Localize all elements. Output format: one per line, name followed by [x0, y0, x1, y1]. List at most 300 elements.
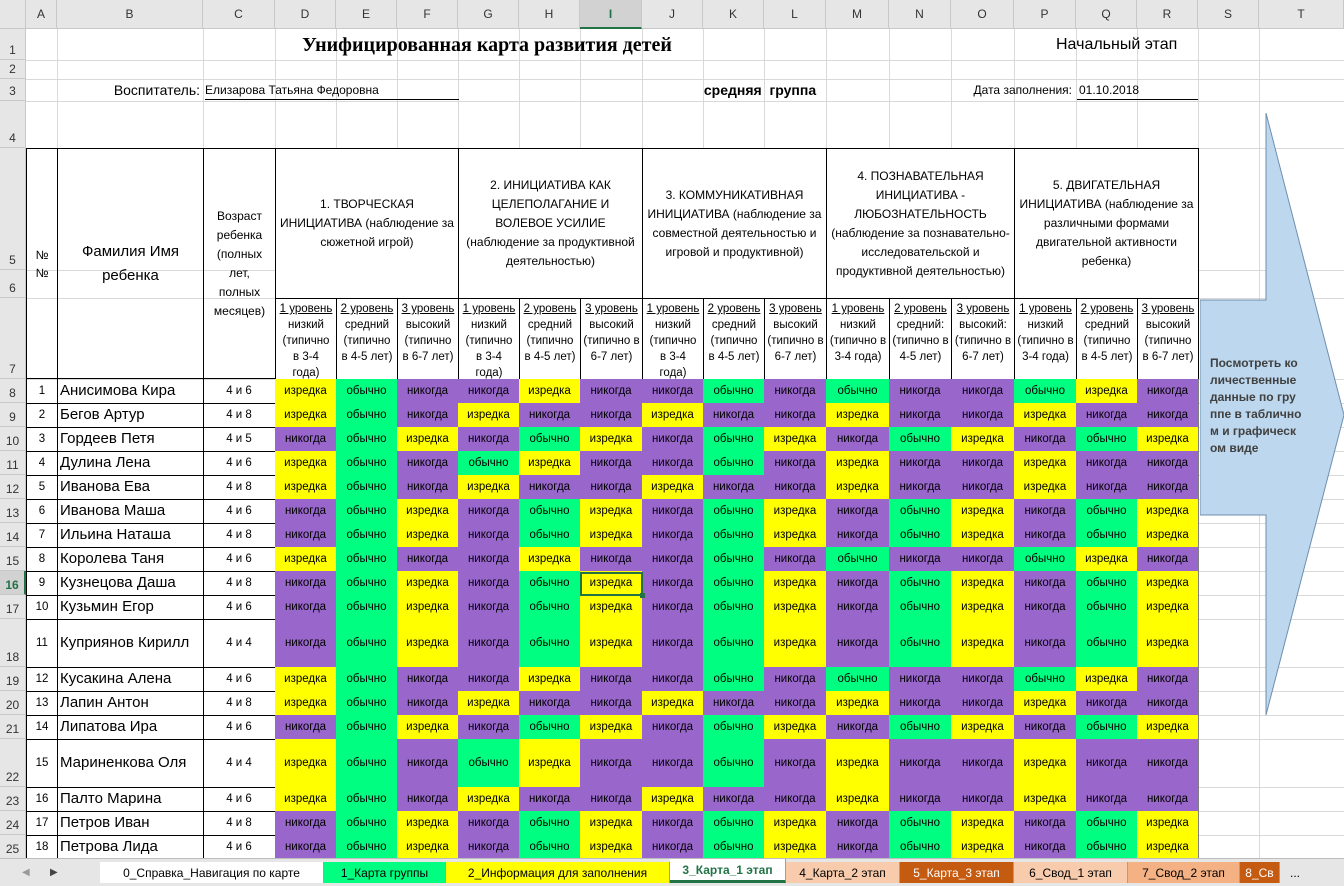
rating-cell[interactable]: никогда	[519, 403, 581, 428]
rating-cell[interactable]: изредка	[580, 427, 643, 452]
rating-cell[interactable]: никогда	[458, 667, 520, 692]
rating-cell[interactable]: никогда	[1137, 667, 1199, 692]
rating-cell[interactable]: никогда	[703, 787, 765, 812]
rating-cell[interactable]: изредка	[764, 571, 827, 596]
rating-cell[interactable]: никогда	[889, 379, 952, 404]
rating-cell[interactable]: обычно	[1014, 547, 1077, 572]
sheet-tab-7[interactable]: 7_Свод_2 этап	[1128, 862, 1240, 883]
rating-cell[interactable]: никогда	[951, 451, 1015, 476]
rating-cell[interactable]: обычно	[336, 403, 398, 428]
rating-cell[interactable]: обычно	[519, 619, 581, 668]
rating-cell[interactable]: никогда	[1076, 787, 1138, 812]
rating-cell[interactable]: обычно	[336, 715, 398, 740]
rating-cell[interactable]: изредка	[519, 379, 581, 404]
rating-cell[interactable]: никогда	[458, 715, 520, 740]
rating-cell[interactable]: никогда	[275, 619, 337, 668]
rating-cell[interactable]: никогда	[397, 547, 459, 572]
column-header-l[interactable]: L	[764, 0, 826, 29]
rating-cell[interactable]: никогда	[826, 595, 890, 620]
rating-cell[interactable]: обычно	[703, 499, 765, 524]
rating-cell[interactable]: изредка	[1014, 475, 1077, 500]
rating-cell[interactable]: никогда	[1014, 619, 1077, 668]
rating-cell[interactable]: изредка	[397, 595, 459, 620]
rating-cell[interactable]: никогда	[275, 595, 337, 620]
rating-cell[interactable]: обычно	[458, 451, 520, 476]
row-header-21[interactable]: 21	[0, 715, 26, 739]
rating-cell[interactable]: обычно	[336, 547, 398, 572]
rating-cell[interactable]: обычно	[1076, 523, 1138, 548]
rating-cell[interactable]: изредка	[397, 811, 459, 836]
rating-cell[interactable]: изредка	[764, 595, 827, 620]
rating-cell[interactable]: изредка	[275, 403, 337, 428]
rating-cell[interactable]: обычно	[1076, 595, 1138, 620]
column-header-m[interactable]: M	[826, 0, 889, 29]
rating-cell[interactable]: никогда	[1014, 715, 1077, 740]
rating-cell[interactable]: изредка	[458, 787, 520, 812]
rating-cell[interactable]: никогда	[826, 715, 890, 740]
rating-cell[interactable]: изредка	[951, 427, 1015, 452]
rating-cell[interactable]: изредка	[764, 619, 827, 668]
rating-cell[interactable]: никогда	[889, 547, 952, 572]
rating-cell[interactable]: никогда	[580, 739, 643, 788]
child-name[interactable]: Липатова Ира	[57, 715, 204, 740]
rating-cell[interactable]: изредка	[275, 667, 337, 692]
row-header-7[interactable]: 7	[0, 298, 26, 379]
rating-cell[interactable]: изредка	[580, 571, 643, 596]
rating-cell[interactable]: никогда	[642, 811, 704, 836]
sheet-tab-6[interactable]: 6_Свод_1 этап	[1014, 862, 1128, 883]
rating-cell[interactable]: изредка	[826, 691, 890, 716]
child-age[interactable]: 4 и 8	[203, 691, 276, 716]
rating-cell[interactable]: никогда	[1137, 691, 1199, 716]
rating-cell[interactable]: изредка	[1137, 571, 1199, 596]
child-name[interactable]: Иванова Маша	[57, 499, 204, 524]
rating-cell[interactable]: изредка	[764, 427, 827, 452]
rating-cell[interactable]: обычно	[519, 427, 581, 452]
rating-cell[interactable]: обычно	[336, 475, 398, 500]
rating-cell[interactable]: никогда	[642, 499, 704, 524]
rating-cell[interactable]: изредка	[826, 403, 890, 428]
rating-cell[interactable]: обычно	[826, 667, 890, 692]
rating-cell[interactable]: никогда	[951, 739, 1015, 788]
rating-cell[interactable]: никогда	[580, 547, 643, 572]
rating-cell[interactable]: никогда	[275, 499, 337, 524]
rating-cell[interactable]: обычно	[336, 835, 398, 858]
rating-cell[interactable]: изредка	[1137, 523, 1199, 548]
row-header-12[interactable]: 12	[0, 475, 26, 499]
rating-cell[interactable]: изредка	[397, 571, 459, 596]
rating-cell[interactable]: изредка	[1014, 451, 1077, 476]
rating-cell[interactable]: никогда	[519, 691, 581, 716]
child-name[interactable]: Петров Иван	[57, 811, 204, 836]
rating-cell[interactable]: обычно	[826, 379, 890, 404]
child-age[interactable]: 4 и 6	[203, 715, 276, 740]
rating-cell[interactable]: изредка	[519, 547, 581, 572]
rating-cell[interactable]: обычно	[458, 739, 520, 788]
row-header-23[interactable]: 23	[0, 787, 26, 811]
rating-cell[interactable]: никогда	[397, 475, 459, 500]
rating-cell[interactable]: никогда	[642, 571, 704, 596]
rating-cell[interactable]: изредка	[397, 835, 459, 858]
rating-cell[interactable]: никогда	[764, 403, 827, 428]
rating-cell[interactable]: никогда	[519, 475, 581, 500]
child-name[interactable]: Куприянов Кирилл	[57, 619, 204, 668]
sheet-tab-1[interactable]: 1_Карта группы	[324, 862, 446, 883]
rating-cell[interactable]: обычно	[1076, 499, 1138, 524]
rating-cell[interactable]: изредка	[1076, 379, 1138, 404]
rating-cell[interactable]: изредка	[951, 619, 1015, 668]
rating-cell[interactable]: никогда	[580, 379, 643, 404]
row-header-3[interactable]: 3	[0, 79, 26, 101]
rating-cell[interactable]: обычно	[1076, 619, 1138, 668]
row-header-11[interactable]: 11	[0, 451, 26, 475]
rating-cell[interactable]: никогда	[458, 811, 520, 836]
rating-cell[interactable]: изредка	[397, 427, 459, 452]
sheet-tab-3[interactable]: 3_Карта_1 этап	[670, 859, 786, 883]
rating-cell[interactable]: обычно	[336, 619, 398, 668]
rating-cell[interactable]: обычно	[889, 811, 952, 836]
rating-cell[interactable]: изредка	[275, 379, 337, 404]
rating-cell[interactable]: никогда	[1137, 379, 1199, 404]
rating-cell[interactable]: изредка	[580, 835, 643, 858]
rating-cell[interactable]: никогда	[397, 451, 459, 476]
rating-cell[interactable]: изредка	[580, 715, 643, 740]
row-header-20[interactable]: 20	[0, 691, 26, 715]
rating-cell[interactable]: обычно	[703, 427, 765, 452]
rating-cell[interactable]: никогда	[951, 475, 1015, 500]
rating-cell[interactable]: изредка	[1137, 811, 1199, 836]
column-header-f[interactable]: F	[397, 0, 458, 29]
rating-cell[interactable]: никогда	[1014, 595, 1077, 620]
child-age[interactable]: 4 и 5	[203, 427, 276, 452]
rating-cell[interactable]: изредка	[275, 451, 337, 476]
rating-cell[interactable]: никогда	[1076, 739, 1138, 788]
rating-cell[interactable]: никогда	[275, 715, 337, 740]
column-header-q[interactable]: Q	[1076, 0, 1137, 29]
column-header-j[interactable]: J	[642, 0, 703, 29]
rating-cell[interactable]: изредка	[458, 403, 520, 428]
rating-cell[interactable]: никогда	[397, 691, 459, 716]
rating-cell[interactable]: никогда	[889, 475, 952, 500]
column-header-i[interactable]: I	[580, 0, 642, 29]
rating-cell[interactable]: изредка	[826, 451, 890, 476]
date-value[interactable]: 01.10.2018	[1077, 80, 1198, 100]
select-all-corner[interactable]	[0, 0, 26, 29]
row-header-14[interactable]: 14	[0, 523, 26, 547]
rating-cell[interactable]: изредка	[1137, 619, 1199, 668]
rating-cell[interactable]: никогда	[580, 475, 643, 500]
rating-cell[interactable]: изредка	[580, 523, 643, 548]
rating-cell[interactable]: никогда	[275, 571, 337, 596]
rating-cell[interactable]: изредка	[826, 739, 890, 788]
add-sheet-icon[interactable]	[1318, 862, 1338, 882]
sheet-tab-0[interactable]: 0_Справка_Навигация по карте	[100, 862, 324, 883]
child-age[interactable]: 4 и 6	[203, 667, 276, 692]
sheet-tab-4[interactable]: 4_Карта_2 этап	[786, 862, 900, 883]
rating-cell[interactable]: изредка	[519, 451, 581, 476]
rating-cell[interactable]: обычно	[336, 499, 398, 524]
rating-cell[interactable]: никогда	[642, 835, 704, 858]
rating-cell[interactable]: обычно	[519, 595, 581, 620]
child-name[interactable]: Лапин Антон	[57, 691, 204, 716]
arrow-caption[interactable]: Посмотреть количественные данные по группе в табличном и графическом виде	[1210, 356, 1302, 455]
rating-cell[interactable]: изредка	[826, 787, 890, 812]
rating-cell[interactable]: никогда	[642, 379, 704, 404]
rating-cell[interactable]: никогда	[580, 667, 643, 692]
child-age[interactable]: 4 и 6	[203, 499, 276, 524]
column-header-g[interactable]: G	[458, 0, 519, 29]
rating-cell[interactable]: никогда	[764, 475, 827, 500]
rating-cell[interactable]: никогда	[1137, 475, 1199, 500]
rating-cell[interactable]: никогда	[275, 427, 337, 452]
child-age[interactable]: 4 и 6	[203, 595, 276, 620]
rating-cell[interactable]: никогда	[1014, 571, 1077, 596]
rating-cell[interactable]: никогда	[458, 547, 520, 572]
child-name[interactable]: Кузьмин Егор	[57, 595, 204, 620]
rating-cell[interactable]: никогда	[642, 547, 704, 572]
selected-cell[interactable]	[580, 572, 643, 596]
rating-cell[interactable]: никогда	[764, 379, 827, 404]
sheet-tab-5[interactable]: 5_Карта_3 этап	[900, 862, 1014, 883]
rating-cell[interactable]: изредка	[951, 811, 1015, 836]
rating-cell[interactable]: обычно	[336, 427, 398, 452]
rating-cell[interactable]: никогда	[1014, 427, 1077, 452]
sheet-tab-2[interactable]: 2_Информация для заполнения	[446, 862, 670, 883]
child-name[interactable]: Бегов Артур	[57, 403, 204, 428]
rating-cell[interactable]: никогда	[1014, 811, 1077, 836]
child-name[interactable]: Кусакина Алена	[57, 667, 204, 692]
rating-cell[interactable]: изредка	[1137, 595, 1199, 620]
rating-cell[interactable]: никогда	[458, 427, 520, 452]
column-header-t[interactable]: T	[1259, 0, 1344, 29]
rating-cell[interactable]: никогда	[642, 595, 704, 620]
column-header-d[interactable]: D	[275, 0, 336, 29]
child-age[interactable]: 4 и 8	[203, 811, 276, 836]
row-header-19[interactable]: 19	[0, 667, 26, 691]
rating-cell[interactable]: обычно	[703, 571, 765, 596]
row-header-17[interactable]: 17	[0, 595, 26, 619]
rating-cell[interactable]: никогда	[764, 739, 827, 788]
child-age[interactable]: 4 и 6	[203, 547, 276, 572]
rating-cell[interactable]: никогда	[275, 811, 337, 836]
rating-cell[interactable]: никогда	[826, 811, 890, 836]
rating-cell[interactable]: изредка	[397, 499, 459, 524]
rating-cell[interactable]: никогда	[1014, 835, 1077, 858]
rating-cell[interactable]: никогда	[1076, 691, 1138, 716]
rating-cell[interactable]: никогда	[826, 571, 890, 596]
rating-cell[interactable]: обычно	[336, 667, 398, 692]
rating-cell[interactable]: изредка	[764, 715, 827, 740]
rating-cell[interactable]: никогда	[889, 667, 952, 692]
column-header-b[interactable]: B	[57, 0, 203, 29]
rating-cell[interactable]: изредка	[764, 835, 827, 858]
rating-cell[interactable]: обычно	[1076, 571, 1138, 596]
rating-cell[interactable]: обычно	[336, 523, 398, 548]
rating-cell[interactable]: изредка	[1137, 427, 1199, 452]
rating-cell[interactable]: никогда	[458, 595, 520, 620]
rating-cell[interactable]: никогда	[764, 787, 827, 812]
rating-cell[interactable]: никогда	[1137, 451, 1199, 476]
rating-cell[interactable]: никогда	[703, 403, 765, 428]
row-header-2[interactable]: 2	[0, 60, 26, 79]
rating-cell[interactable]: обычно	[519, 715, 581, 740]
rating-cell[interactable]: никогда	[275, 523, 337, 548]
rating-cell[interactable]: обычно	[519, 499, 581, 524]
rating-cell[interactable]: обычно	[889, 499, 952, 524]
child-name[interactable]: Дулина Лена	[57, 451, 204, 476]
rating-cell[interactable]: обычно	[703, 739, 765, 788]
rating-cell[interactable]: изредка	[580, 499, 643, 524]
rating-cell[interactable]: обычно	[1076, 715, 1138, 740]
rating-cell[interactable]: изредка	[951, 715, 1015, 740]
child-age[interactable]: 4 и 8	[203, 523, 276, 548]
rating-cell[interactable]: изредка	[580, 811, 643, 836]
column-header-e[interactable]: E	[336, 0, 397, 29]
child-name[interactable]: Иванова Ева	[57, 475, 204, 500]
rating-cell[interactable]: никогда	[1076, 451, 1138, 476]
rating-cell[interactable]: изредка	[275, 739, 337, 788]
rating-cell[interactable]: обычно	[336, 571, 398, 596]
column-header-r[interactable]: R	[1137, 0, 1198, 29]
rating-cell[interactable]: никогда	[1076, 475, 1138, 500]
sheet-tab-8[interactable]: 8_Св	[1240, 862, 1280, 883]
child-age[interactable]: 4 и 6	[203, 835, 276, 858]
row-header-6[interactable]: 6	[0, 270, 26, 298]
rating-cell[interactable]: изредка	[951, 571, 1015, 596]
rating-cell[interactable]: никогда	[642, 427, 704, 452]
child-name[interactable]: Королева Таня	[57, 547, 204, 572]
rating-cell[interactable]: обычно	[703, 547, 765, 572]
rating-cell[interactable]: обычно	[336, 691, 398, 716]
child-name[interactable]: Анисимова Кира	[57, 379, 204, 404]
rating-cell[interactable]: обычно	[703, 667, 765, 692]
rating-cell[interactable]: изредка	[642, 475, 704, 500]
rating-cell[interactable]: обычно	[336, 379, 398, 404]
rating-cell[interactable]: изредка	[951, 523, 1015, 548]
rating-cell[interactable]: никогда	[1137, 787, 1199, 812]
row-header-24[interactable]: 24	[0, 811, 26, 835]
rating-cell[interactable]: никогда	[458, 571, 520, 596]
rating-cell[interactable]: никогда	[1137, 739, 1199, 788]
rating-cell[interactable]: обычно	[889, 571, 952, 596]
row-header-15[interactable]: 15	[0, 547, 26, 571]
rating-cell[interactable]: никогда	[642, 451, 704, 476]
rating-cell[interactable]: изредка	[1014, 739, 1077, 788]
tab-scroll-left-icon[interactable]: ◀	[22, 866, 30, 878]
row-header-10[interactable]: 10	[0, 427, 26, 451]
rating-cell[interactable]: обычно	[889, 595, 952, 620]
rating-cell[interactable]: изредка	[275, 547, 337, 572]
rating-cell[interactable]: изредка	[1014, 691, 1077, 716]
column-header-c[interactable]: C	[203, 0, 275, 29]
rating-cell[interactable]: изредка	[519, 667, 581, 692]
rating-cell[interactable]: изредка	[951, 595, 1015, 620]
child-name[interactable]: Ильина Наташа	[57, 523, 204, 548]
rating-cell[interactable]: изредка	[458, 475, 520, 500]
rating-cell[interactable]: никогда	[703, 475, 765, 500]
teacher-name[interactable]: Елизарова Татьяна Федоровна	[205, 80, 459, 100]
rating-cell[interactable]: никогда	[397, 379, 459, 404]
rating-cell[interactable]: никогда	[951, 403, 1015, 428]
rating-cell[interactable]: изредка	[642, 787, 704, 812]
rating-cell[interactable]: изредка	[1137, 835, 1199, 858]
rating-cell[interactable]: никогда	[764, 667, 827, 692]
rating-cell[interactable]: никогда	[642, 619, 704, 668]
row-header-1[interactable]: 1	[0, 29, 26, 60]
rating-cell[interactable]: никогда	[889, 403, 952, 428]
rating-cell[interactable]: никогда	[951, 379, 1015, 404]
child-age[interactable]: 4 и 8	[203, 403, 276, 428]
rating-cell[interactable]: изредка	[458, 691, 520, 716]
rating-cell[interactable]: изредка	[397, 523, 459, 548]
rating-cell[interactable]: никогда	[642, 739, 704, 788]
rating-cell[interactable]: изредка	[519, 739, 581, 788]
rating-cell[interactable]: изредка	[1014, 403, 1077, 428]
rating-cell[interactable]: никогда	[826, 427, 890, 452]
rating-cell[interactable]: никогда	[397, 667, 459, 692]
child-name[interactable]: Кузнецова Даша	[57, 571, 204, 596]
child-name[interactable]: Мариненкова Оля	[57, 739, 204, 788]
fill-handle[interactable]	[640, 593, 645, 598]
rating-cell[interactable]: обычно	[336, 451, 398, 476]
rating-cell[interactable]: никогда	[826, 499, 890, 524]
rating-cell[interactable]: изредка	[1137, 499, 1199, 524]
rating-cell[interactable]: никогда	[458, 523, 520, 548]
more-tabs-button[interactable]: ...	[1289, 865, 1300, 880]
rating-cell[interactable]: обычно	[336, 595, 398, 620]
rating-cell[interactable]: никогда	[397, 739, 459, 788]
rating-cell[interactable]: изредка	[275, 691, 337, 716]
row-header-22[interactable]: 22	[0, 739, 26, 787]
rating-cell[interactable]: никогда	[458, 499, 520, 524]
child-age[interactable]: 4 и 6	[203, 451, 276, 476]
rating-cell[interactable]: никогда	[951, 691, 1015, 716]
rating-cell[interactable]: никогда	[642, 667, 704, 692]
rating-cell[interactable]: изредка	[951, 835, 1015, 858]
rating-cell[interactable]: никогда	[1014, 499, 1077, 524]
rating-cell[interactable]: изредка	[275, 787, 337, 812]
rating-cell[interactable]: никогда	[580, 787, 643, 812]
row-header-25[interactable]: 25	[0, 835, 26, 858]
rating-cell[interactable]: никогда	[1014, 523, 1077, 548]
row-header-18[interactable]: 18	[0, 619, 26, 667]
tab-scroll-right-icon[interactable]: ▶	[50, 866, 58, 878]
row-header-4[interactable]: 4	[0, 101, 26, 148]
column-header-p[interactable]: P	[1014, 0, 1076, 29]
child-age[interactable]: 4 и 8	[203, 475, 276, 500]
column-header-n[interactable]: N	[889, 0, 951, 29]
rating-cell[interactable]: никогда	[580, 403, 643, 428]
rating-cell[interactable]: никогда	[889, 691, 952, 716]
rating-cell[interactable]: никогда	[1076, 403, 1138, 428]
rating-cell[interactable]: никогда	[889, 739, 952, 788]
rating-cell[interactable]: изредка	[1076, 547, 1138, 572]
rating-cell[interactable]: обычно	[703, 595, 765, 620]
rating-cell[interactable]: никогда	[764, 547, 827, 572]
rating-cell[interactable]: изредка	[764, 811, 827, 836]
rating-cell[interactable]: обычно	[703, 619, 765, 668]
rating-cell[interactable]: обычно	[889, 715, 952, 740]
rating-cell[interactable]: обычно	[703, 451, 765, 476]
child-age[interactable]: 4 и 6	[203, 379, 276, 404]
rating-cell[interactable]: никогда	[397, 403, 459, 428]
rating-cell[interactable]: изредка	[1137, 715, 1199, 740]
child-age[interactable]: 4 и 4	[203, 739, 276, 788]
child-name[interactable]: Петрова Лида	[57, 835, 204, 858]
rating-cell[interactable]: никогда	[458, 619, 520, 668]
rating-cell[interactable]: никогда	[764, 451, 827, 476]
rating-cell[interactable]: обычно	[336, 811, 398, 836]
